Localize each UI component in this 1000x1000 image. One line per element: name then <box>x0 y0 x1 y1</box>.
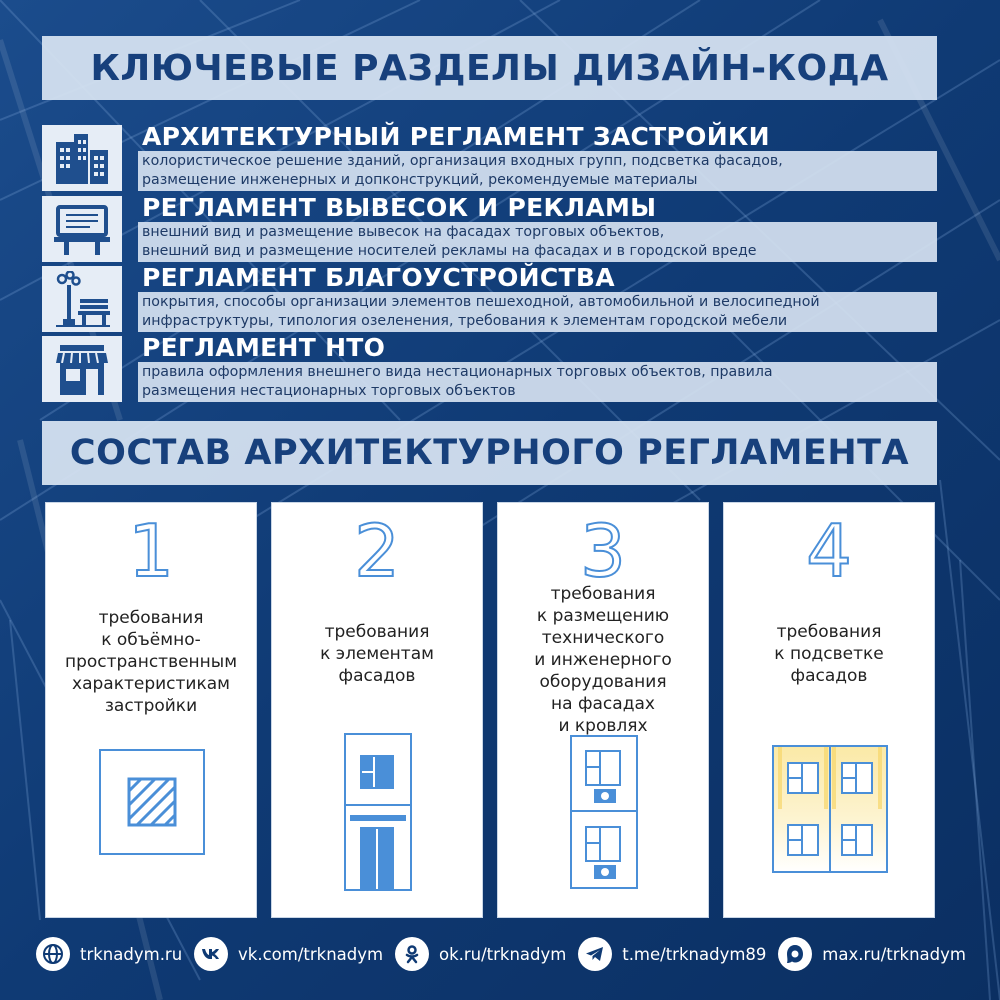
description-line: внешний вид и размещение вывесок на фасадах торговых объектов, <box>142 224 665 240</box>
card-text <box>46 607 256 717</box>
billboard-icon <box>42 196 122 262</box>
section-nto <box>42 333 937 402</box>
section-title: РЕГЛАМЕНТ ВЫВЕСОК И РЕКЛАМЫ <box>142 193 657 222</box>
section-signage <box>42 193 937 262</box>
card-lighting <box>723 502 935 918</box>
telegram-icon <box>578 937 612 971</box>
section-description <box>138 151 937 191</box>
card-line: требования <box>98 608 204 628</box>
card-text <box>724 621 934 687</box>
description-line: внешний вид и размещение носителей рекламы на фасадах и в городской вреде <box>142 243 757 259</box>
card-line: фасадов <box>338 666 416 686</box>
facade-diagram-icon <box>344 733 412 891</box>
engineering-diagram-icon <box>570 735 638 889</box>
section-title: РЕГЛАМЕНТ НТО <box>142 333 386 362</box>
card-line: оборудования <box>539 672 667 692</box>
description-line: покрытия, способы организации элементов пешеходной, автомобильной и велосипедной <box>142 294 820 310</box>
section-description <box>138 362 937 402</box>
card-line: требования <box>550 584 656 604</box>
website-link[interactable] <box>36 937 182 971</box>
section-architecture <box>42 122 937 191</box>
card-line: технического <box>541 628 665 648</box>
card-line: требования <box>324 622 430 642</box>
description-line: инфраструктуры, типология озеленения, требования к элементам городской мебели <box>142 313 788 329</box>
card-line: застройки <box>104 696 198 716</box>
card-number: 2 <box>354 509 400 593</box>
card-line: к подсветке <box>774 644 884 664</box>
card-number: 3 <box>580 509 626 593</box>
volume-diagram-icon <box>99 749 205 855</box>
card-line: к размещению <box>536 606 670 626</box>
description-line: правила оформления внешнего вида нестационарных торговых объектов, правила <box>142 364 773 380</box>
card-text <box>498 583 708 737</box>
telegram-link[interactable] <box>578 937 766 971</box>
description-line: размещения нестационарных торговых объектов <box>142 383 516 399</box>
max-icon <box>778 937 812 971</box>
card-line: фасадов <box>790 666 868 686</box>
max-link[interactable] <box>778 937 966 971</box>
link-text: ok.ru/trknadym <box>438 944 567 964</box>
section-description <box>138 222 937 262</box>
card-text <box>272 621 482 687</box>
card-number: 4 <box>806 509 852 593</box>
subtitle: СОСТАВ АРХИТЕКТУРНОГО РЕГЛАМЕНТА <box>42 421 937 485</box>
ok-icon <box>395 937 429 971</box>
section-title: АРХИТЕКТУРНЫЙ РЕГЛАМЕНТ ЗАСТРОЙКИ <box>142 122 770 151</box>
section-description <box>138 292 937 332</box>
card-engineering <box>497 502 709 918</box>
card-volume <box>45 502 257 918</box>
kiosk-icon <box>42 336 122 402</box>
street-bench-icon <box>42 266 122 332</box>
link-text: trknadym.ru <box>80 944 183 964</box>
footer-links <box>36 932 966 976</box>
ok-link[interactable] <box>395 937 566 971</box>
card-facade-elements <box>271 502 483 918</box>
lighting-diagram-icon <box>772 745 888 873</box>
vk-icon <box>194 937 228 971</box>
card-line: к объёмно- <box>101 630 201 650</box>
card-line: требования <box>776 622 882 642</box>
card-line: характеристикам <box>72 674 230 694</box>
globe-icon <box>36 937 70 971</box>
card-line: к элементам <box>320 644 434 664</box>
card-line: и инженерного <box>534 650 672 670</box>
main-title: КЛЮЧЕВЫЕ РАЗДЕЛЫ ДИЗАЙН-КОДА <box>42 36 937 100</box>
link-text: t.me/trknadym89 <box>622 944 767 964</box>
link-text: max.ru/trknadym <box>822 944 966 964</box>
card-number: 1 <box>128 509 174 593</box>
vk-link[interactable] <box>194 937 383 971</box>
card-line: пространственным <box>64 652 238 672</box>
card-line: на фасадах <box>551 694 655 714</box>
section-title: РЕГЛАМЕНТ БЛАГОУСТРОЙСТВА <box>142 263 615 292</box>
link-text: vk.com/trknadym <box>238 944 384 964</box>
section-improvement <box>42 263 937 332</box>
description-line: размещение инженерных и допконструкций, рекомендуемые материалы <box>142 172 698 188</box>
card-line: и кровлях <box>558 716 648 736</box>
description-line: колористическое решение зданий, организация входных групп, подсветка фасадов, <box>142 153 783 169</box>
buildings-icon <box>42 125 122 191</box>
